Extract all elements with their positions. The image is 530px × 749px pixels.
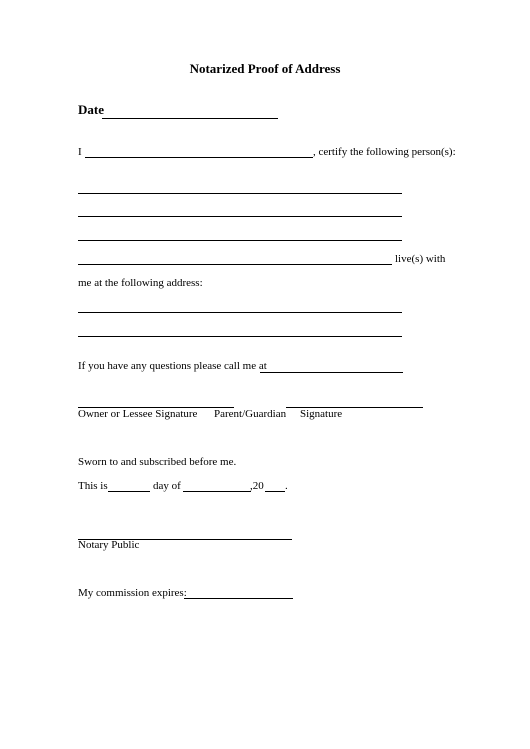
person-line-1[interactable] [78, 193, 402, 194]
date-label: Date [78, 102, 104, 117]
signature-label: Signature [300, 408, 343, 420]
guardian-label: Parent/Guardian [214, 408, 287, 420]
day-of-text: day of [153, 480, 181, 492]
year-line[interactable] [265, 491, 285, 492]
this-is-text: This is [78, 480, 108, 492]
commission-date-line[interactable] [184, 598, 293, 599]
period-text: . [285, 480, 288, 492]
sworn-text: Sworn to and subscribed before me. [78, 456, 237, 468]
date-field-line[interactable] [102, 118, 278, 119]
commission-text: My commission expires: [78, 587, 187, 599]
month-line[interactable] [183, 491, 251, 492]
certify-suffix: , certify the following person(s): [313, 146, 456, 158]
certify-prefix: I [78, 146, 82, 158]
questions-text: If you have any questions please call me at [78, 360, 267, 372]
person-line-3[interactable] [78, 240, 402, 241]
person-line-4[interactable] [78, 264, 392, 265]
address-line-1[interactable] [78, 312, 402, 313]
address-line-2[interactable] [78, 336, 402, 337]
notary-public-label: Notary Public [78, 539, 140, 551]
address-intro-text: me at the following address: [78, 277, 203, 289]
person-line-2[interactable] [78, 216, 402, 217]
phone-line[interactable] [260, 372, 403, 373]
year-prefix-text: ,20 [250, 480, 264, 492]
owner-signature-label: Owner or Lessee Signature [78, 408, 198, 420]
lives-with-text: live(s) with [395, 253, 446, 265]
day-line[interactable] [108, 491, 150, 492]
certifier-name-line[interactable] [85, 157, 313, 158]
document-title: Notarized Proof of Address [189, 61, 341, 76]
